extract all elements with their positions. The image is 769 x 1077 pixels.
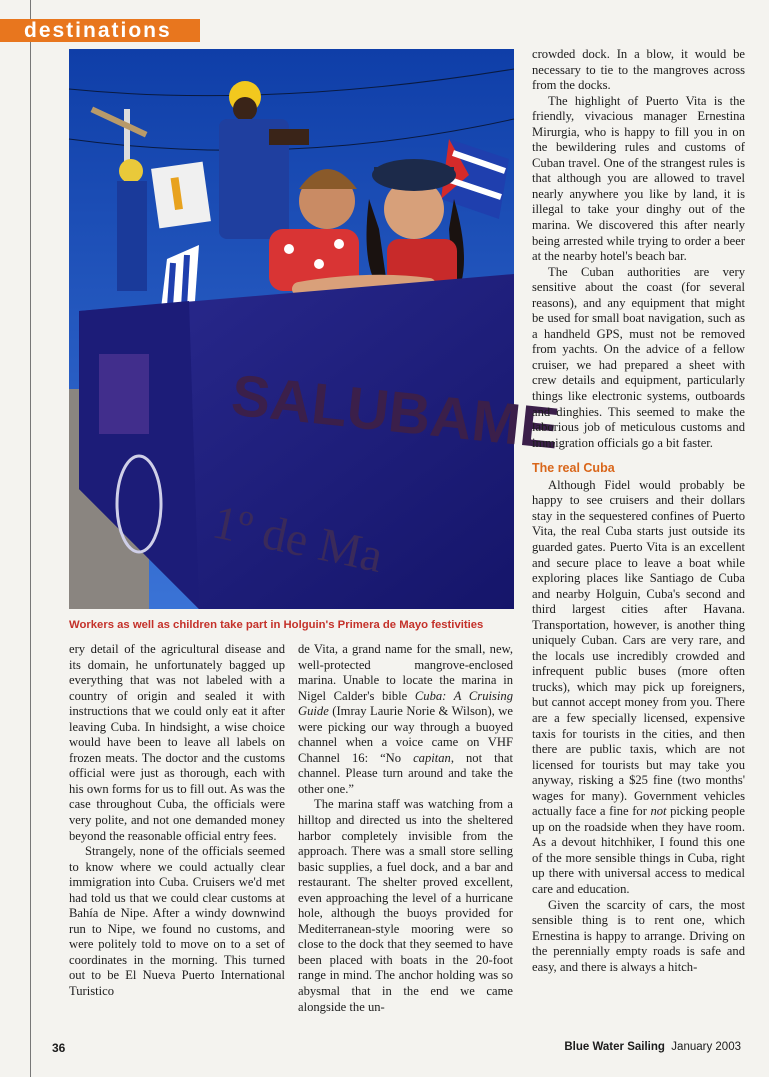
paragraph: The Cuban authorities are very sensitive about the coast (for several reasons), and any equipment that might be used for small boat navigation, such as a handheld GPS, must not be removed from yachts. On the advice of a fellow cruiser, we had prepared a sheet with crew details and equipment, particularly things like electronic systems, outboards and dinghies. This seemed to make the laborious job of meticulous customs and immigration officials go a bit faster. — [532, 264, 745, 450]
text-run: , not that channel. Please turn around and take the other one.” — [298, 750, 513, 796]
section-header: destinations — [0, 19, 200, 42]
article-column-3 — [532, 47, 745, 975]
text-run: Although Fidel would probably be happy to see cruisers and their dollars stay in the sequestered confines of Puerto Vita, the real Cuba starts just outside its guarded gates. Puerto Vita is an excellent and secure place to leave a boat while exploring places like Santiago de Cuba and nearby Holguin, Cuba's second and third largest cities after Havana. Transportation, however, is another thing uniquely Cuban. Cars are very rare, and the locals use incredibly crowded and infrequent public buses (more often trucks), which may pick up foreigners, but cannot accept money from you. There are a few specially licensed, expensive taxis for tourists in the cities, and then there are public taxis, which are not licensed for tourists but may take you anyway, risking a $25 fine (two months' wages for many). Government vehicles actually face a fine for — [532, 477, 745, 819]
festival-photo — [69, 49, 563, 609]
book-title: Cuba: A Cruising Guide — [298, 688, 513, 719]
article-column-1 — [69, 642, 285, 1000]
magazine-name: Blue Water Sailing — [564, 1041, 665, 1053]
section-subhead: The real Cuba — [532, 461, 615, 476]
italic-word: capitan — [413, 750, 451, 765]
paragraph: The highlight of Puerto Vita is the friendly, vivacious manager Ernestina Mirurgia, who is happy to fill you in on the bewildering rules and customs of Cuban travel. One of the strangest rules is that although you are allowed to travel nearly anywhere you like by land, it is illegal to take your dinghy out of the marina. We discovered this after nearly being arrested while trying to order a beer at the nearby hotel's beach bar. — [532, 93, 745, 264]
paragraph: The marina staff was watching from a hilltop and directed us into the sheltered harbor completely invisible from the approach. There was a small store selling basic supplies, a fuel dock, and a bar and restaurant. The shelter proved excellent, even approaching the level of a hurricane hole, although the buoys provided for Mediterranean-style mooring were so close to the dock that they seemed to have been placed with boats in the 20-foot range in mind. The anchor holding was so abysmal that in the end we came alongside the un- — [298, 797, 513, 1014]
article-column-2 — [298, 642, 513, 1015]
paragraph: crowded dock. In a blow, it would be necessary to tie to the mangroves across from the docks. — [532, 47, 745, 93]
paragraph — [298, 642, 513, 797]
text-run: de Vita, a grand name for the small, new, well-protected mangrove-enclosed marina. Unable to locate the marina in Nigel Calder's bible — [298, 642, 513, 703]
italic-word: not — [650, 804, 667, 819]
issue-date: January 2003 — [671, 1041, 741, 1053]
page-number: 36 — [52, 1041, 66, 1055]
photo-caption: Workers as well as children take part in Holguin's Primera de Mayo festivities — [69, 619, 484, 631]
paragraph: ery detail of the agricultural disease and its domain, he unfortunately bagged up everything that was not labeled with a country of origin and sealed it with instructions that we could only eat it after leaving Cuba. In hindsight, a wise choice would have been to leave all labels on frozen meats. The doctor and the customs official were just as thorough, each with his own forms for us to fill out. As was the case throughout Cuba, the officials were very polite, and not one demanded money beyond the reasonable official entry fees. — [69, 642, 285, 843]
text-run: (Imray Laurie Norie & Wilson), we were picking our way through a buoyed channel when a voice came on VHF Channel 16: “No — [298, 704, 513, 765]
page-margin-rule — [30, 0, 31, 1077]
truck-painted-text: SALUBAME — [228, 362, 563, 462]
paragraph: Given the scarcity of cars, the most sensible thing is to rent one, which Ernestina is happy to arrange. Driving on the perennially empty roads is safe and easy, and there is always a hitch- — [532, 897, 745, 974]
publication-footer — [564, 1041, 741, 1053]
text-run: picking people up on the roadside when they have room. As a devout hitchhiker, I found this one of the more sensible things in Cuba, right up there with universal access to medical care and education. — [532, 804, 745, 896]
paragraph — [532, 478, 745, 898]
festival-illustration — [69, 49, 563, 609]
paragraph: Strangely, none of the officials seemed to know where we could actually clear immigration into Cuba. Cruisers we'd met had told us that we could clear customs at Bahía de Nipe. After a windy downwind run to Nipe, we found no customs, and were politely told to move on to a set of coordinates in the morning. This turned out to be El Nueva Puerto International Turistico — [69, 844, 285, 999]
truck-painted-date: 1º de Ma — [208, 495, 388, 584]
